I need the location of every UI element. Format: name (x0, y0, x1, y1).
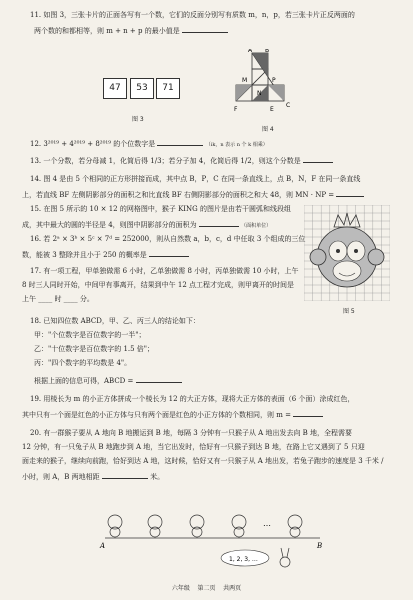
fig4-diagram (232, 49, 308, 121)
q13-answer-blank (303, 154, 333, 163)
q12-answer-blank (157, 137, 203, 146)
q13 (30, 154, 333, 166)
fig4-label-a: A (248, 49, 253, 54)
q12-note: （ik，n 表示 n 个 k 相乘） (205, 142, 268, 148)
q20-line4-text: 小时，则 A，B 两地相距 (22, 473, 100, 481)
q14-line2 (22, 188, 364, 200)
card-1: 47 (103, 78, 127, 99)
fig5-caption: 图 5 (343, 308, 355, 315)
q11-line1: 11. 如图 3，三张卡片的正面各写有一个数，它们的反面分别写有质数 m，n，p，若三张卡片正反两面的 (30, 11, 355, 19)
q12 (30, 137, 268, 150)
monkey-icon-2 (148, 515, 162, 537)
q20-point-b: B (317, 542, 323, 550)
fig4-label-p: P (272, 77, 276, 84)
q16-line1: 16. 若 2ᵃ × 3ᵇ × 5ᶜ × 7ᵈ = 252000，则从自然数 a，b，c，d 中任取 3 个组成的三位 (30, 235, 306, 243)
q18-jia: 甲："个位数字是百位数字的一半"； (34, 331, 146, 339)
fig4-label-m: M (242, 77, 248, 84)
footer-total: 共两页 (223, 585, 242, 592)
fig4-label-c: C (286, 102, 291, 109)
q14-line2-text: 上，若直线 BF 左侧阴影部分的面积之和比直线 BF 右侧阴影部分的面积之和大 48，则 MN · NP = (22, 191, 335, 199)
q20-dots: … (263, 519, 271, 528)
page-footer (0, 583, 413, 592)
q15-line2-text: 成，其中最大的圆的半径是 4，则图中阴影部分的面积为 (22, 221, 197, 229)
q20-bubble-text: 1, 2, 3, … (229, 556, 258, 563)
q11-answer-blank (182, 24, 228, 33)
q19-answer-blank (293, 408, 323, 417)
rabbit-icon (280, 548, 290, 567)
q13-text: 13. 一个分数，若分母减 1，化简后得 1/3；若分子加 4，化简后得 1/2，则这个分数是 (30, 157, 301, 165)
monkey-icon-5 (288, 515, 302, 537)
q16-line2 (22, 248, 189, 260)
q11-line2-text: 两个数的和都相等，则 m + n + p 的最小值是 (34, 27, 180, 35)
q20-point-a: A (100, 542, 106, 550)
q14-area-note: （面积单位） (241, 223, 272, 229)
q20-line1: 20. 有一群猴子要从 A 地向 B 地搬运到 B 地，每隔 3 分钟有一只猴子从 A 地出发去向 B 地，全程需要 (30, 429, 353, 437)
q17-line3: 上午 ____ 时 ____ 分。 (22, 295, 94, 303)
q20-line3: 面走来的猴子，继续向前跑，恰好到达 A 地，这时候，恰好又有一只猴子从 A 地出发，若兔子跑步的速度是 3 千米 / (22, 457, 384, 465)
footer-page: 第二页 (197, 585, 216, 592)
q20-answer-blank (102, 470, 148, 479)
q19-line2-text: 其中只有一个面是红色的小正方体与只有两个面是红色的小正方体的个数相同，则 m = (22, 411, 291, 419)
q15-line1: 15. 在图 5 所示的 10 × 12 的网格图中，猴子 KING 的图片是由若干圆弧和线段组 (30, 205, 292, 213)
q12-text: 12. 3²⁰¹⁹ + 4²⁰¹⁹ + 8²⁰¹⁹ 的个位数字是 (30, 140, 156, 148)
fig3-caption: 图 3 (132, 116, 144, 123)
fig4-caption: 图 4 (262, 126, 274, 133)
fig4-label-e: E (270, 106, 274, 113)
fig4-label-f: F (234, 106, 238, 113)
q16-line2-text: 数，能被 3 整除并且小于 250 的概率是 (22, 251, 147, 259)
q11-line2 (34, 24, 228, 36)
card-3: 71 (156, 78, 180, 99)
q20-line2: 12 分钟，有一只兔子从 B 地跑步到 A 地，当它出发时，恰好有一只猴子到达 B 地，在路上它又遇到了 5 只迎 (22, 443, 365, 451)
q15-answer-blank (199, 218, 239, 227)
q18-answer-blank (136, 374, 182, 383)
card-2: 53 (130, 78, 154, 99)
fig4-label-n: N (257, 90, 262, 97)
q16-answer-blank (149, 248, 189, 257)
q20-unit: 米。 (150, 473, 165, 481)
q15-line2 (22, 218, 271, 231)
q18-line1: 18. 已知四位数 ABCD，甲、乙、丙三人的结论如下： (30, 317, 200, 325)
q19-line2 (22, 408, 323, 420)
q18-line5 (34, 374, 182, 386)
q14-line1: 14. 图 4 是由 5 个相同的正方形拼接而成，其中点 B，P，C 在同一条直线上，点 B，N，F 在同一条直线 (30, 175, 361, 183)
q19-line1: 19. 用棱长为 m 的小正方体拼成一个棱长为 12 的大正方体，现将大正方体的表面（6 个面）涂成红色， (30, 395, 355, 403)
q14-answer-blank (336, 188, 364, 197)
q18-line5-text: 根据上面的信息可得，ABCD = (34, 377, 134, 385)
q17-line2: 8 时三人同时开始，中间甲有事离开，结果到中午 12 点工程才完成，则甲离开的时间是 (22, 281, 295, 289)
q20-line4 (22, 470, 164, 482)
fig5-monkey-grid (304, 205, 390, 301)
monkey-icon-3 (190, 515, 204, 537)
q18-yi: 乙："十位数字是百位数字的 1.5 倍"； (34, 345, 155, 353)
q20-illustration (95, 496, 325, 576)
footer-grade: 六年级 (171, 585, 190, 592)
monkey-icon-4 (232, 515, 246, 537)
q17-line1: 17. 有一项工程，甲单独做需 6 小时，乙单独做需 8 小时，丙单独做需 10 小时，上午 (30, 267, 299, 275)
q18-bing: 丙："四个数字的平均数是 4"。 (34, 359, 132, 367)
fig4-label-b: B (265, 49, 270, 54)
monkey-icon-1 (108, 515, 122, 537)
